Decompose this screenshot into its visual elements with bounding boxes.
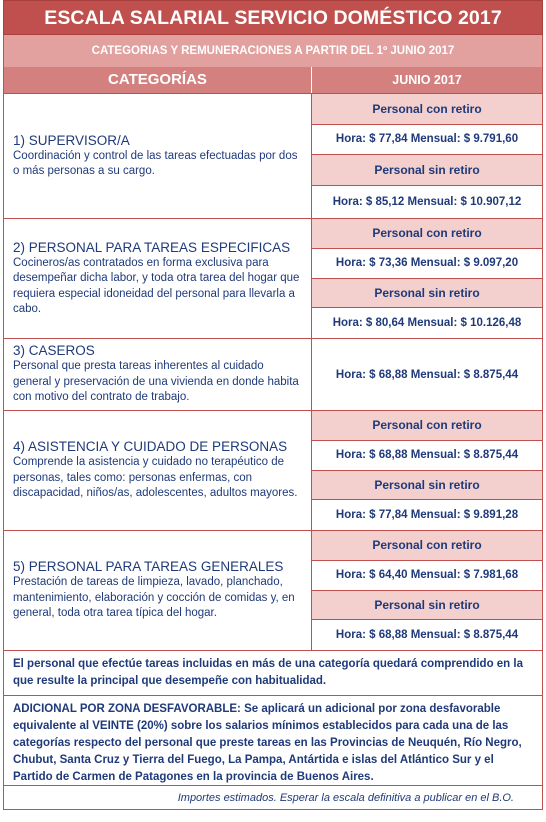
salary-value: Hora: $ 73,36 Mensual: $ 9.097,20 xyxy=(312,249,542,279)
header-month: JUNIO 2017 xyxy=(312,67,542,93)
header-categories: CATEGORÍAS xyxy=(4,67,312,93)
section-sin-retiro: Personal sin retiro xyxy=(312,471,542,501)
salary-value: Hora: $ 68,88 Mensual: $ 8.875,44 xyxy=(312,620,542,650)
category-description: Coordinación y control de las tareas efectuadas por dos o más personas a su cargo. xyxy=(13,149,298,177)
document-subtitle: CATEGORIAS Y REMUNERACIONES A PARTIR DEL 1º JUNIO 2017 xyxy=(3,35,543,67)
salary-value: Hora: $ 85,12 Mensual: $ 10.907,12 xyxy=(312,186,542,218)
category-name: 4) ASISTENCIA Y CUIDADO DE PERSONAS xyxy=(13,439,288,455)
category-description: Prestación de tareas de limpieza, lavado, planchado, mantenimiento, elaboración y cocción de comidas y, en general, toda otra tarea típica del hogar. xyxy=(13,576,295,620)
section-con-retiro: Personal con retiro xyxy=(312,94,542,125)
category-tareas-especificas xyxy=(3,219,543,339)
category-tareas-generales xyxy=(3,531,543,651)
section-con-retiro: Personal con retiro xyxy=(312,219,542,249)
zona-desfavorable-note: ADICIONAL POR ZONA DESFAVORABLE: Se aplicará un adicional por zona desfavorable equivalente al VEINTE (20%) sobre los salarios mínimos establecidos para cada una de las categorías respecto del personal que preste tareas en las Provincias de Neuquén, Río Negro, Chubut, Santa Cruz y Tierra del Fuego, La Pampa, Antártida e islas del Atlántico Sur y el Partido de Carmen de Patagones en la provincia de Buenos Aires. xyxy=(3,696,543,786)
category-name: 1) SUPERVISOR/A xyxy=(13,132,130,148)
category-description: Cocineros/as contratados en forma exclusiva para desempeñar dicha labor, y toda otra tarea del hogar que requiera especial idoneidad del personal para llevarla a cabo. xyxy=(13,256,300,315)
salary-value: Hora: $ 68,88 Mensual: $ 8.875,44 xyxy=(312,441,542,471)
category-description: Personal que presta tareas inherentes al cuidado general y preservación de una vivienda en donde habita con motivo del contrato de trabajo. xyxy=(13,360,299,404)
category-caseros xyxy=(3,339,543,411)
salary-value: Hora: $ 68,88 Mensual: $ 8.875,44 xyxy=(312,339,542,410)
category-asistencia-cuidado xyxy=(3,411,543,531)
category-name: 2) PERSONAL PARA TAREAS ESPECIFICAS xyxy=(13,239,291,255)
section-con-retiro: Personal con retiro xyxy=(312,411,542,441)
salary-value: Hora: $ 80,64 Mensual: $ 10.126,48 xyxy=(312,308,542,338)
document-title: ESCALA SALARIAL SERVICIO DOMÉSTICO 2017 xyxy=(3,0,543,35)
category-name: 5) PERSONAL PARA TAREAS GENERALES xyxy=(13,559,284,575)
estimate-disclaimer: Importes estimados. Esperar la escala definitiva a publicar en el B.O. xyxy=(3,786,543,810)
category-name: 3) CASEROS xyxy=(13,343,95,359)
section-sin-retiro: Personal sin retiro xyxy=(312,279,542,309)
category-supervisor xyxy=(3,94,543,219)
table-header xyxy=(3,67,543,94)
salary-value: Hora: $ 64,40 Mensual: $ 7.981,68 xyxy=(312,561,542,591)
section-con-retiro: Personal con retiro xyxy=(312,531,542,561)
multi-category-note: El personal que efectúe tareas incluidas en más de una categoría quedará comprendido en la que resulte la principal que desempeñe con habitualidad. xyxy=(3,651,543,696)
section-sin-retiro: Personal sin retiro xyxy=(312,591,542,621)
salary-value: Hora: $ 77,84 Mensual: $ 9.791,60 xyxy=(312,125,542,155)
salary-scale-document xyxy=(3,0,543,810)
salary-value: Hora: $ 77,84 Mensual: $ 9.891,28 xyxy=(312,500,542,530)
section-sin-retiro: Personal sin retiro xyxy=(312,155,542,187)
category-description: Comprende la asistencia y cuidado no terapéutico de personas, tales como: personas enfermas, con discapacidad, niños/as, adolescentes, adultos mayores. xyxy=(13,456,298,500)
